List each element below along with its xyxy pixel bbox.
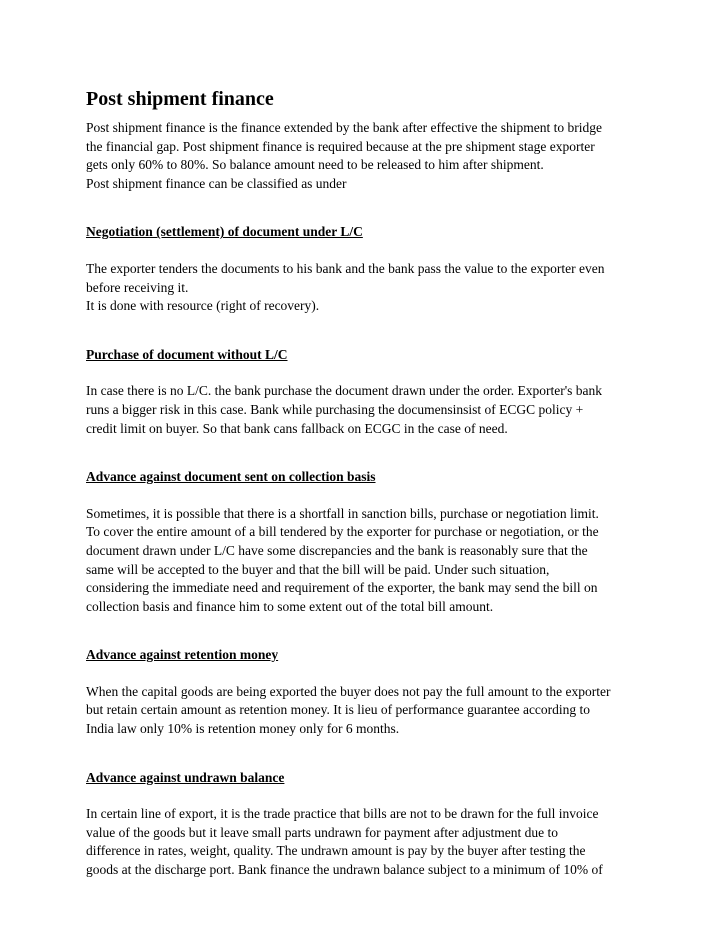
section-heading: Purchase of document without L/C: [86, 346, 288, 362]
text-line: It is done with resource (right of recovery).: [86, 298, 320, 314]
text-line: but retain certain amount as retention money. It is lieu of performance guarantee according to: [86, 702, 591, 718]
text-line: credit limit on buyer. So that bank cans fallback on ECGC in the case of need.: [86, 420, 508, 436]
text-line: Post shipment finance can be classified as under: [86, 175, 347, 191]
text-line: India law only 10% is retention money only for 6 months.: [86, 721, 400, 737]
text-line: In certain line of export, it is the trade practice that bills are not to be drawn for the full invoice: [86, 806, 599, 822]
section-paragraph: [86, 683, 686, 739]
section-collection-basis: [86, 468, 686, 616]
section-negotiation: [86, 223, 686, 315]
intro-paragraph: [86, 119, 686, 193]
text-line: Post shipment finance is the finance extended by the bank after effective the shipment to bridge: [86, 120, 602, 135]
text-line: collection basis and finance him to some extent out of the total bill amount.: [86, 598, 494, 614]
section-heading: Advance against undrawn balance: [86, 769, 285, 785]
text-line: gets only 60% to 80%. So balance amount need to be released to him after shipment.: [86, 157, 544, 173]
text-line: same will be accepted to the buyer and that the bill will be paid. Under such situation,: [86, 561, 550, 577]
section-purchase-without-lc: [86, 346, 686, 438]
text-line: To cover the entire amount of a bill tendered by the exporter for purchase or negotiation, or the: [86, 524, 599, 540]
text-line: the financial gap. Post shipment finance is required because at the pre shipment stage exporter: [86, 138, 595, 154]
section-heading: Negotiation (settlement) of document under L/C: [86, 224, 363, 240]
text-line: The exporter tenders the documents to his bank and the bank pass the value to the exporter even: [86, 260, 605, 276]
section-heading: Advance against document sent on collection basis: [86, 469, 376, 485]
document-page: [86, 86, 686, 880]
section-paragraph: [86, 805, 686, 879]
section-retention-money: [86, 646, 686, 738]
section-undrawn-balance: [86, 769, 686, 880]
text-line: document drawn under L/C have some discrepancies and the bank is reasonably sure that the: [86, 542, 588, 558]
text-line: considering the immediate need and requirement of the exporter, the bank may send the bill on: [86, 580, 598, 596]
text-line: difference in rates, weight, quality. The undrawn amount is pay by the buyer after testing the: [86, 843, 586, 859]
section-paragraph: [86, 260, 686, 316]
page-title: Post shipment finance: [86, 88, 274, 110]
text-line: When the capital goods are being exported the buyer does not pay the full amount to the exporter: [86, 683, 611, 699]
section-paragraph: [86, 382, 686, 438]
section-heading: Advance against retention money: [86, 647, 279, 663]
section-paragraph: [86, 505, 686, 617]
text-line: goods at the discharge port. Bank finance the undrawn balance subject to a minimum of 10% of: [86, 862, 603, 878]
text-line: before receiving it.: [86, 279, 189, 295]
text-line: Sometimes, it is possible that there is a shortfall in sanction bills, purchase or negotiation limit.: [86, 505, 599, 521]
text-line: In case there is no L/C. the bank purchase the document drawn under the order. Exporter's bank: [86, 383, 603, 399]
text-line: value of the goods but it leave small parts undrawn for payment after adjustment due to: [86, 824, 558, 840]
text-line: runs a bigger risk in this case. Bank while purchasing the documensinsist of ECGC policy +: [86, 401, 584, 417]
